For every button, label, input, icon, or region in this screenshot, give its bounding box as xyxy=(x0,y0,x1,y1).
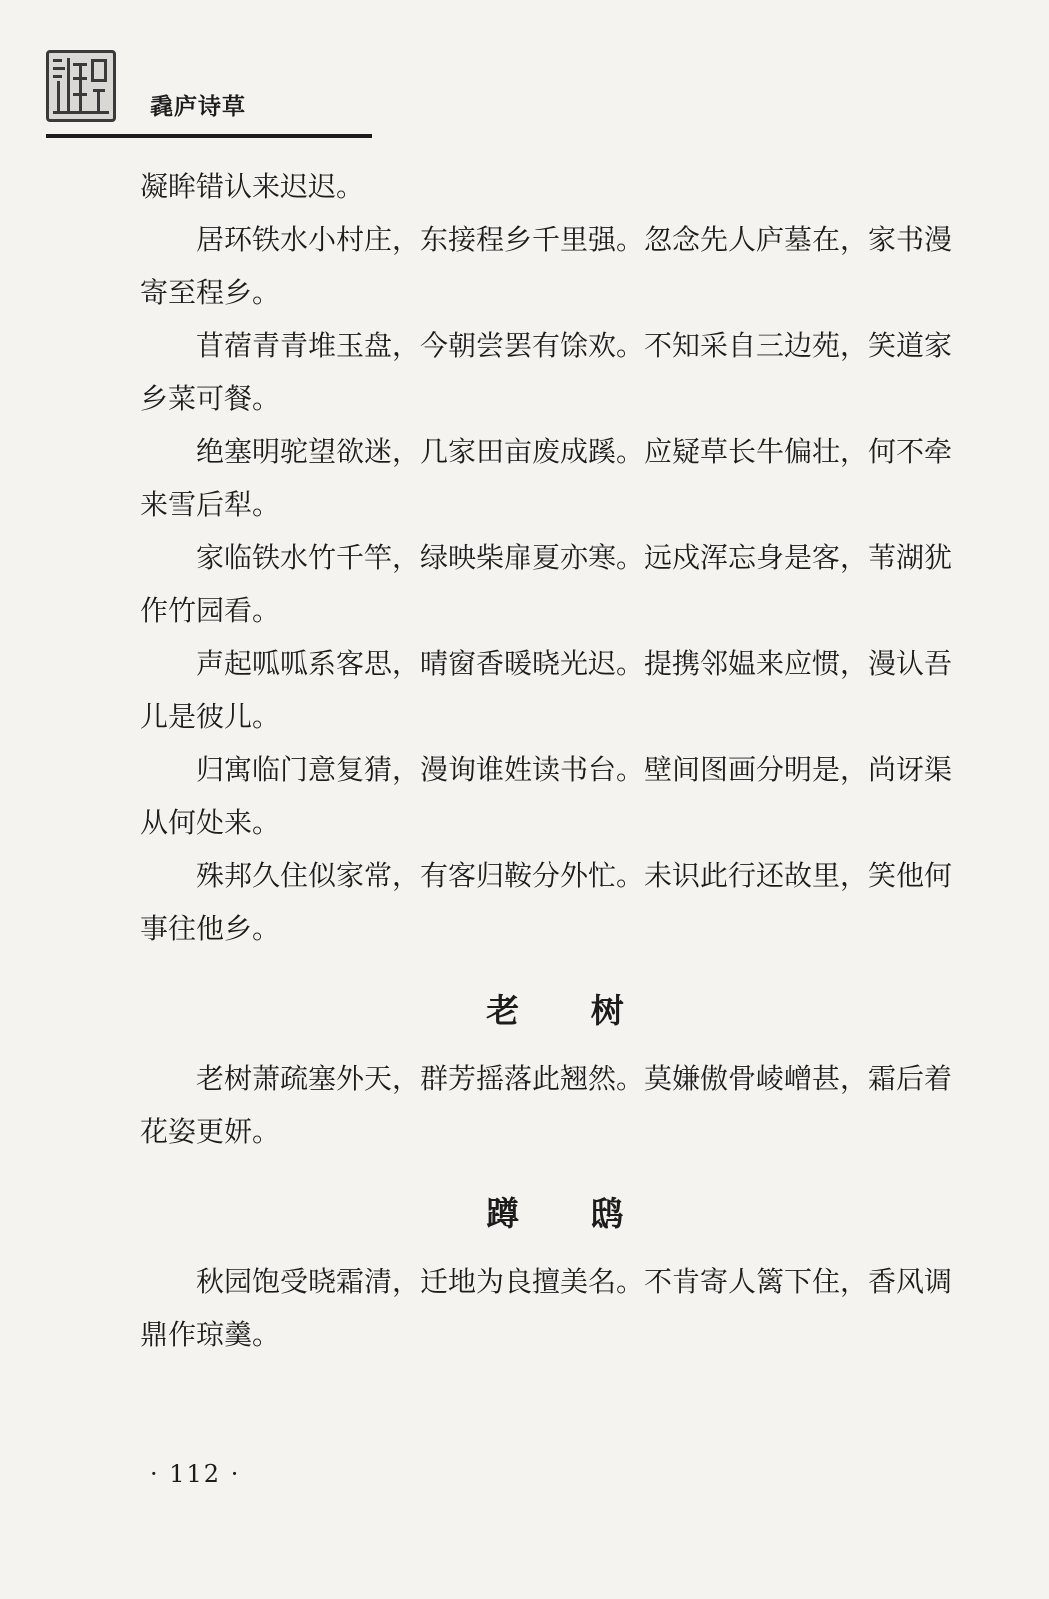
page-body xyxy=(140,160,970,1361)
continuation-line: 凝眸错认来迟迟。 xyxy=(140,170,365,203)
page-number: · 112 · xyxy=(150,1460,241,1488)
poem-stanza: 老树萧疏塞外天，群芳摇落此翘然。莫嫌傲骨崚嶒甚，霜后着花姿更妍。 xyxy=(140,1062,953,1148)
poem-stanza: 归寓临门意复猜，漫询谁姓读书台。壁间图画分明是，尚讶渠从何处来。 xyxy=(140,753,953,839)
poem-stanza: 秋园饱受晓霜清，迁地为良擅美名。不肯寄人篱下住，香风调鼎作琼羹。 xyxy=(140,1265,953,1351)
poem-stanza: 苜蓿青青堆玉盘，今朝尝罢有馀欢。不知采自三边苑，笑道家乡菜可餐。 xyxy=(140,329,953,415)
poem-stanza: 殊邦久住似家常，有客归鞍分外忙。未识此行还故里，笑他何事往他乡。 xyxy=(140,859,953,945)
section-title: 蹲 鸱 xyxy=(486,1194,654,1233)
poem-stanza: 家临铁水竹千竿，绿映柴扉夏亦寒。远戍浑忘身是客，苇湖犹作竹园看。 xyxy=(140,541,953,627)
section-title: 老 树 xyxy=(486,991,654,1030)
poem-stanza: 绝塞明驼望欲迷，几家田亩废成蹊。应疑草长牛偏壮，何不牵来雪后犁。 xyxy=(140,435,953,521)
poem-stanza: 声起呱呱系客思，晴窗香暖晓光迟。提携邻媪来应惯，漫认吾儿是彼儿。 xyxy=(140,647,953,733)
poem-stanza: 居环铁水小村庄，东接程乡千里强。忽念先人庐墓在，家书漫寄至程乡。 xyxy=(140,223,953,309)
seal-stamp-icon xyxy=(46,50,116,122)
running-title: 毳庐诗草 xyxy=(150,94,246,120)
header-rule xyxy=(46,134,372,138)
